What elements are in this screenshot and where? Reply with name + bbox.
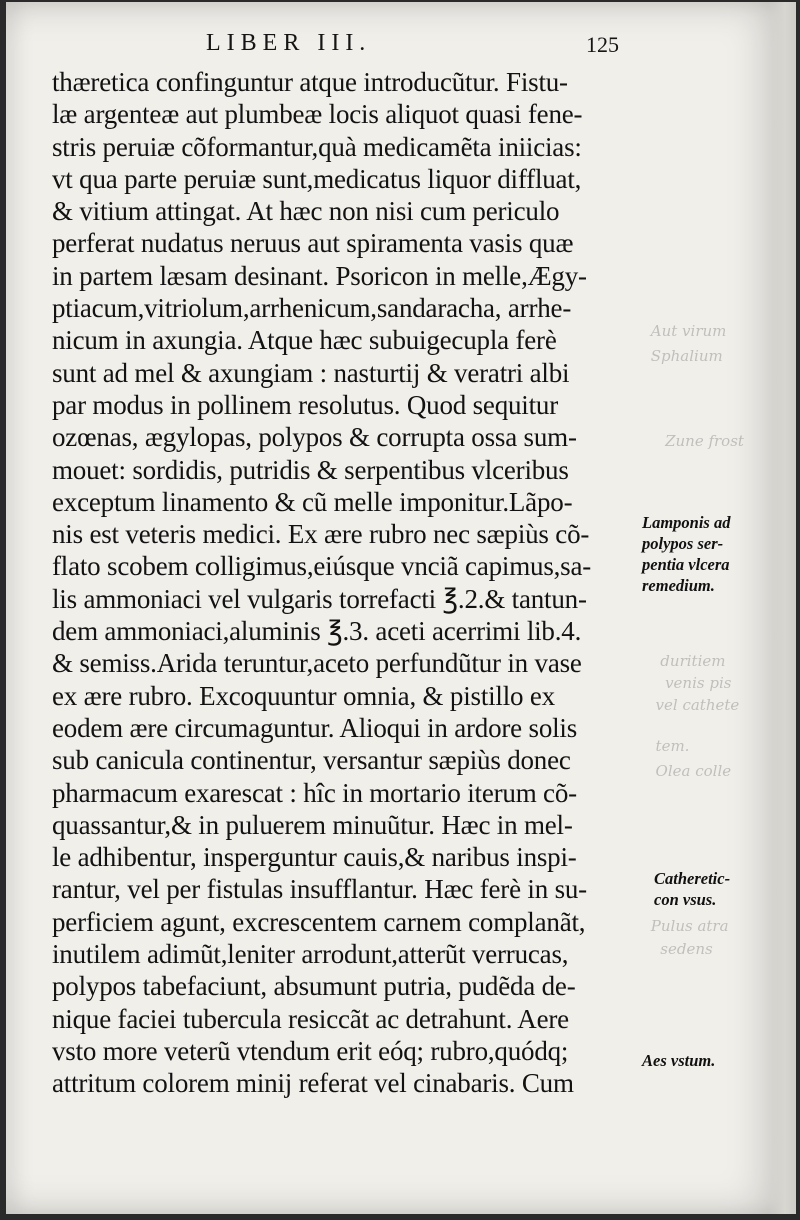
marginal-note-catheretic xyxy=(654,868,789,910)
text-line: dem ammoniaci,aluminis ℥.3. aceti acerrimi lib.4. xyxy=(52,616,582,647)
text-line: sub canicula continentur, versantur sæpiùs donec xyxy=(52,745,571,776)
bleed-through-text: sedens xyxy=(646,940,713,958)
text-line: nicum in axungia. Atque hæc subuigecupla ferè xyxy=(52,325,557,356)
text-line: vsto more veterũ vtendum erit eóq; rubro,quódq; xyxy=(52,1035,569,1066)
bleed-through-text: Pulus atra xyxy=(646,917,729,935)
text-line: ptiacum,vitriolum,arrhenicum,sandaracha, arrhe- xyxy=(52,293,572,324)
marginal-line: polypos ser- xyxy=(642,534,724,553)
text-line: inutilem adimũt,leniter arrodunt,atterũt verrucas, xyxy=(52,939,569,970)
bleed-through-text: Aut virum xyxy=(646,322,727,340)
text-line: nique faciei tubercula resiccãt ac detrahunt. Aere xyxy=(52,1003,569,1034)
text-line: lis ammoniaci vel vulgaris torrefacti ℥.2.& tantun- xyxy=(52,583,587,614)
text-line: mouet: sordidis, putridis & serpentibus vlceribus xyxy=(52,454,569,485)
book-page xyxy=(6,2,796,1214)
text-line: exceptum linamento & cũ melle imponitur.Lãpo- xyxy=(52,486,573,517)
text-line: ozœnas, ægylopas, polypos & corrupta ossa sum- xyxy=(52,422,577,453)
text-line: & semiss.Arida teruntur,aceto perfundũtur in vase xyxy=(52,648,582,679)
text-line: & vitium attingat. At hæc non nisi cum periculo xyxy=(52,196,560,227)
bleed-through-text: vel cathete xyxy=(646,696,740,714)
text-line: le adhibentur, insperguntur cauis,& naribus inspi- xyxy=(52,842,577,873)
running-head: LIBER III. xyxy=(206,30,372,56)
text-line: læ argenteæ aut plumbeæ locis aliquot quasi fene- xyxy=(52,99,583,130)
text-line: flato scobem colligimus,eiúsque vnciã capimus,sa- xyxy=(52,551,592,582)
text-line: pharmacum exarescat : hîc in mortario iterum cõ- xyxy=(52,777,577,808)
text-line: ex ære rubro. Excoquuntur omnia, & pistillo ex xyxy=(52,680,555,711)
marginal-line: Catheretic- xyxy=(654,869,731,888)
bleed-through-text: Olea colle xyxy=(646,762,732,780)
body-text xyxy=(52,66,652,1100)
marginal-note-lamponis xyxy=(642,512,777,596)
marginal-note-aes-vstum xyxy=(642,1050,777,1071)
page-number: 125 xyxy=(586,32,619,57)
text-line: par modus in pollinem resolutus. Quod sequitur xyxy=(52,389,559,420)
text-line: thæretica confinguntur atque introducũtur. Fistu- xyxy=(52,67,568,97)
bleed-through-text: Sphalium xyxy=(646,347,723,365)
text-line: eodem ære circumaguntur. Alioqui in ardore solis xyxy=(52,712,578,743)
marginal-line: con vsus. xyxy=(654,890,717,909)
text-line: polypos tabefaciunt, absumunt putria, pudẽda de- xyxy=(52,971,576,1002)
bleed-through-text: venis pis xyxy=(646,674,732,692)
text-line: perferat nudatus neruus aut spiramenta vasis quæ xyxy=(52,228,574,259)
text-line: in partem læsam desinant. Psoricon in melle,Ægy- xyxy=(52,260,587,291)
text-line: quassantur,& in puluerem minuũtur. Hæc in mel- xyxy=(52,809,573,840)
marginal-line: remedium. xyxy=(642,576,715,595)
marginal-line: pentia vlcera xyxy=(642,555,730,574)
text-line: rantur, vel per fistulas insufflantur. Hæc ferè in su- xyxy=(52,874,587,905)
text-line: nis est veteris medici. Ex ære rubro nec sæpiùs cõ- xyxy=(52,519,590,550)
text-line: sunt ad mel & axungiam : nasturtij & veratri albi xyxy=(52,357,570,388)
text-line: attritum colorem minij referat vel cinabaris. Cum xyxy=(52,1068,574,1099)
marginal-line: Aes vstum. xyxy=(642,1051,716,1070)
bleed-through-text: Zune frost xyxy=(646,432,744,450)
text-line: vt qua parte peruiæ sunt,medicatus liquor diffluat, xyxy=(52,163,582,194)
bleed-through-text: tem. xyxy=(646,737,690,755)
bleed-through-text: duritiem xyxy=(646,652,726,670)
text-line: perficiem agunt, excrescentem carnem complanãt, xyxy=(52,906,586,937)
marginal-line: Lamponis ad xyxy=(642,513,731,532)
text-line: stris peruiæ cõformantur,quà medicamẽta iniicias: xyxy=(52,131,582,162)
